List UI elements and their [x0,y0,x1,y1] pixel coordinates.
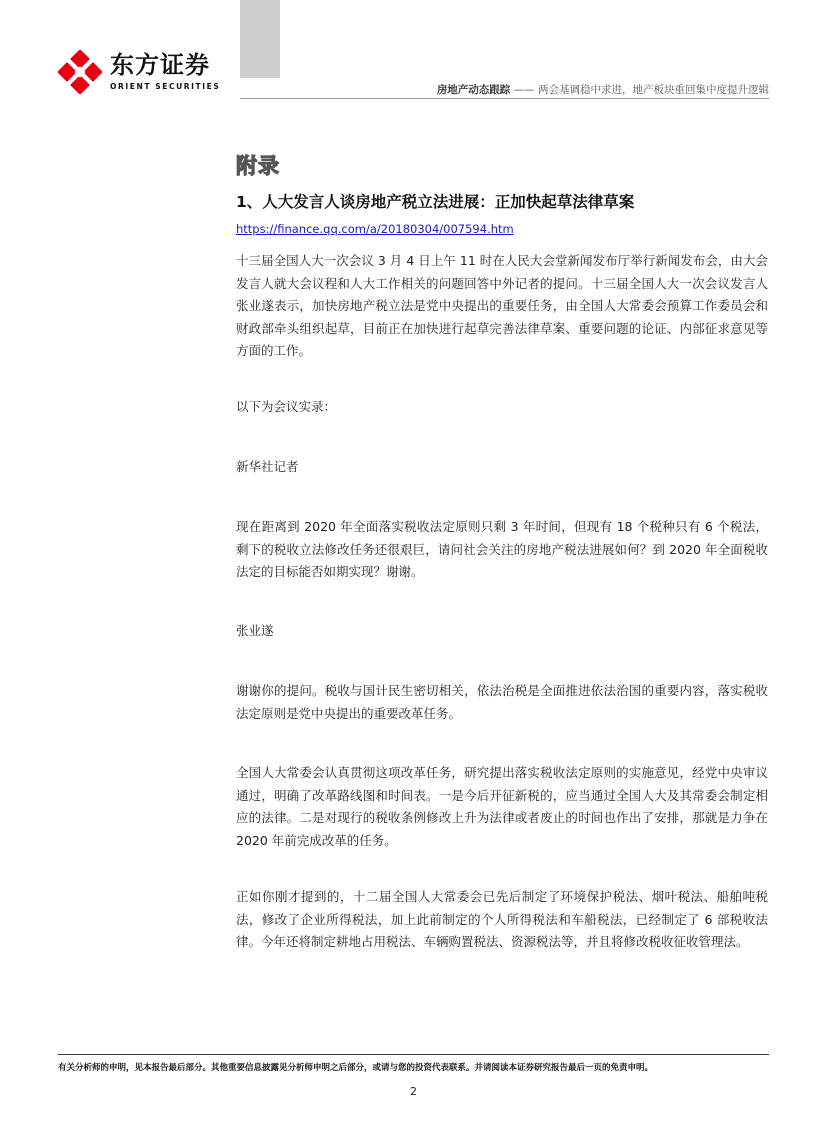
paragraph-question: 现在距离到 2020 年全面落实税收法定原则只剩 3 年时间，但现有 18 个税种只有 6 个税法，剩下的税收立法修改任务还很艰巨，请问社会关注的房地产税法进展如何？到 2020 年全面税收法定的目标能否如期实现？谢谢。 [236,519,768,579]
source-link[interactable]: https://finance.qq.com/a/20180304/007594.htm [236,222,514,236]
paragraph-intro: 十三届全国人大一次会议 3 月 4 日上午 11 时在人民大会堂新闻发布厅举行新闻发布会，由大会发言人就大会议程和人大工作相关的问题回答中外记者的提问。十三届全国人大一次会议发言人张业遂表示，加快房地产税立法是党中央提出的重要任务，由全国人大常委会预算工作委员会和财政部牵头组织起草，目前正在加快进行起草完善法律草案、重要问题的论证、内部征求意见等方面的工作。 [236,253,768,358]
logo-name-cn: 东方证券 [110,51,210,79]
paragraph-transcript-label: 以下为会议实录： [236,399,337,414]
header-accent-bar [240,0,280,78]
header-divider [240,98,769,99]
paragraph-answer-2: 全国人大常委会认真贯彻这项改革任务，研究提出落实税收法定原则的实施意见，经党中央审议通过，明确了改革路线图和时间表。一是今后开征新税的，应当通过全国人大及其常委会制定相应的法律。二是对现行的税收条例修改上升为法律或者废止的时间也作出了安排，那就是力争在 2020 年前完成改革的任务。 [236,765,768,848]
appendix-heading: 附录 [236,154,280,178]
footer-disclaimer: 有关分析师的申明，见本报告最后部分。其他重要信息披露见分析师申明之后部分，或请与您的投资代表联系。并请阅读本证券研究报告最后一页的免责申明。 [58,1063,654,1073]
page-number: 2 [410,1085,417,1098]
footer-divider [58,1054,769,1055]
speaker-zhang: 张业遂 [236,623,274,638]
paragraph-answer-3: 正如你刚才提到的，十二届全国人大常委会已先后制定了环境保护税法、烟叶税法、船舶吨税法，修改了企业所得税法，加上此前制定的个人所得税法和车船税法，已经制定了 6 部税收法律。今年还将制定耕地占用税法、车辆购置税法、资源税法等，并且将修改税收征收管理法。 [236,889,768,949]
report-series: 房地产动态跟踪 [436,84,511,96]
report-subtitle: 两会基调稳中求进，地产板块重回集中度提升逻辑 [538,84,769,96]
speaker-reporter: 新华社记者 [236,459,299,474]
header-separator: —— [510,84,538,96]
logo-name-en: ORIENT SECURITIES [110,82,221,91]
company-logo [58,50,238,94]
paragraph-answer-1: 谢谢你的提问。税收与国计民生密切相关，依法治税是全面推进依法治国的重要内容，落实税收法定原则是党中央提出的重要改革任务。 [236,683,768,721]
report-header [437,82,769,97]
orient-securities-logo-icon [58,50,102,94]
section-title: 1、人大发言人谈房地产税立法进展：正加快起草法律草案 [236,193,635,211]
